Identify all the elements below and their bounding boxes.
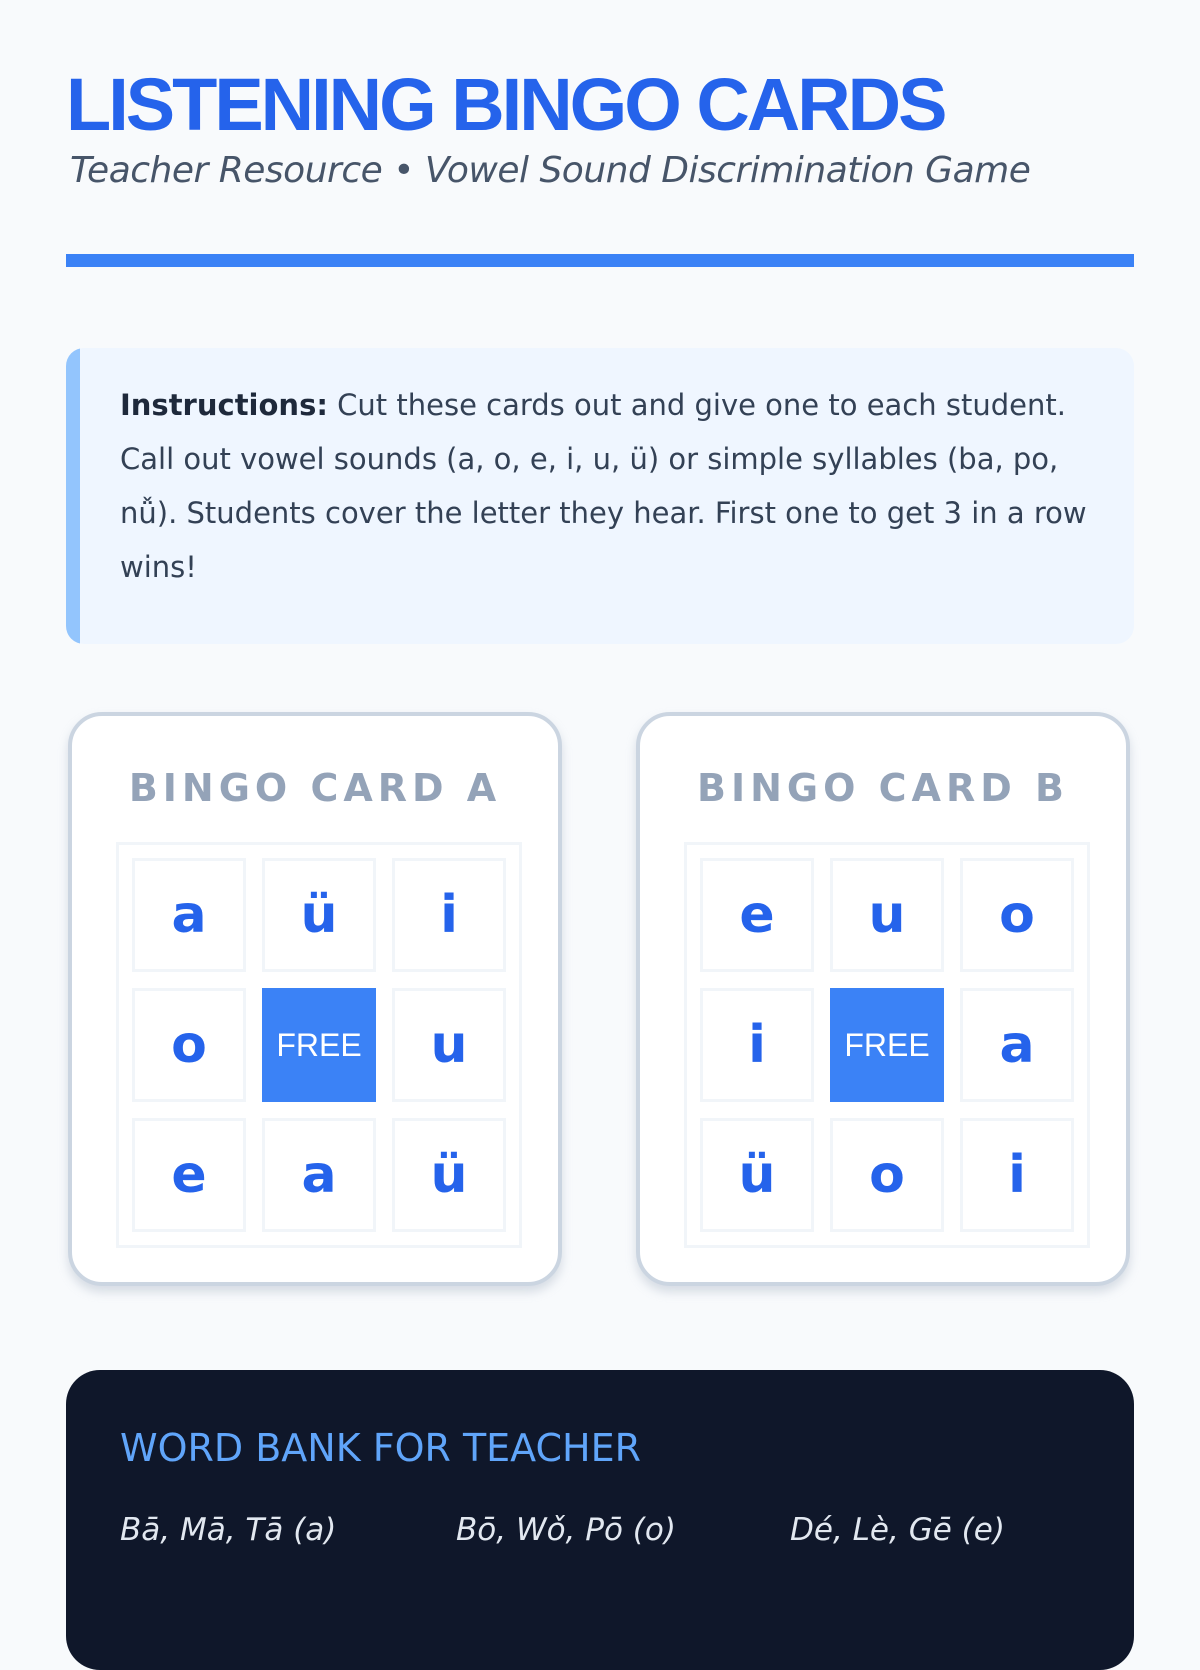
bingo-cell[interactable]: i	[392, 858, 506, 972]
bingo-cell[interactable]: i	[960, 1118, 1074, 1232]
word-bank-item: Bō, Wǒ, Pō (o)	[456, 1512, 676, 1548]
bingo-cell[interactable]: o	[830, 1118, 944, 1232]
bingo-cell[interactable]: ü	[392, 1118, 506, 1232]
page-subtitle: Teacher Resource • Vowel Sound Discrimination Game	[70, 150, 1031, 191]
bingo-cell[interactable]: a	[132, 858, 246, 972]
instructions-accent-bar	[66, 348, 80, 644]
title-divider	[66, 254, 1134, 267]
bingo-cell[interactable]: ü	[700, 1118, 814, 1232]
bingo-card-b	[636, 712, 1130, 1286]
word-bank-panel	[66, 1370, 1134, 1670]
word-bank-item: Bā, Mā, Tā (a)	[120, 1512, 337, 1548]
bingo-cell[interactable]: u	[830, 858, 944, 972]
bingo-card-title: BINGO CARD B	[697, 766, 1069, 810]
bingo-cell[interactable]: ü	[262, 858, 376, 972]
instructions-label: Instructions:	[120, 388, 328, 422]
bingo-cell[interactable]: a	[960, 988, 1074, 1102]
bingo-cell[interactable]: e	[132, 1118, 246, 1232]
free-cell[interactable]: FREE	[830, 988, 944, 1102]
instructions-box	[66, 348, 1134, 644]
instructions-body: Cut these cards out and give one to each student. Call out vowel sounds (a, o, e, i, u, ü) or simple syllables (ba, po, nǚ). Students cover the letter they hear. First one to get 3 in a row wins!	[120, 388, 1087, 584]
instructions-text	[120, 378, 1090, 594]
bingo-cell[interactable]: e	[700, 858, 814, 972]
page-title: LISTENING BINGO CARDS	[66, 63, 945, 146]
bingo-cell[interactable]: u	[392, 988, 506, 1102]
free-cell[interactable]: FREE	[262, 988, 376, 1102]
bingo-cell[interactable]: o	[132, 988, 246, 1102]
bingo-cell[interactable]: a	[262, 1118, 376, 1232]
bingo-card-title: BINGO CARD A	[128, 766, 502, 810]
bingo-cell[interactable]: i	[700, 988, 814, 1102]
bingo-cell[interactable]: o	[960, 858, 1074, 972]
word-bank-item: Dé, Lè, Gē (e)	[790, 1512, 1005, 1548]
bingo-grid	[684, 842, 1090, 1248]
bingo-grid	[116, 842, 522, 1248]
word-bank-title: WORD BANK FOR TEACHER	[120, 1426, 642, 1470]
bingo-card-a	[68, 712, 562, 1286]
